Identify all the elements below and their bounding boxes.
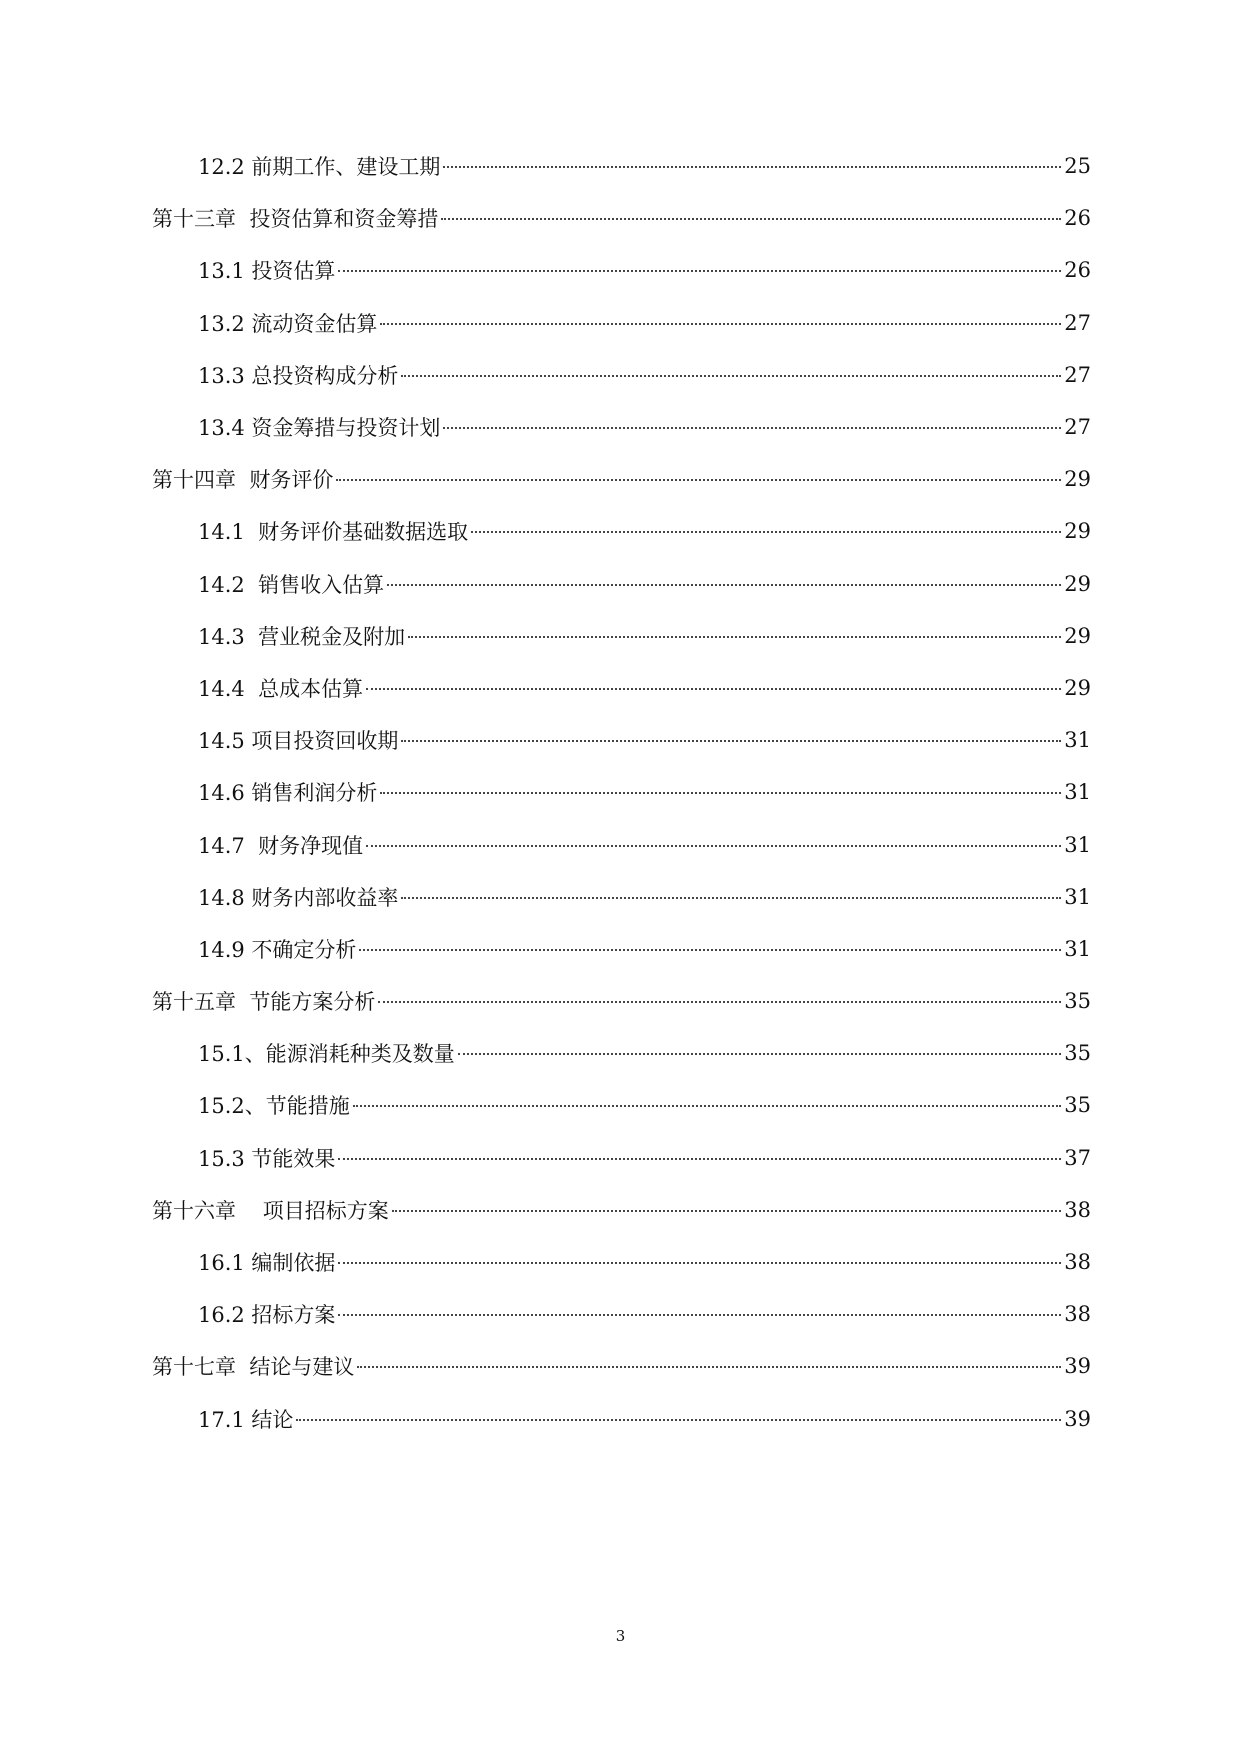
toc-entry-page-number: 38 — [1064, 1250, 1091, 1275]
page-number: 3 — [615, 1627, 626, 1645]
toc-dot-leader — [357, 1366, 1061, 1368]
toc-dot-leader — [336, 479, 1061, 481]
toc-entry-title: 15.1、能源消耗种类及数量 — [198, 1042, 455, 1067]
toc-section-entry[interactable] — [0, 1079, 1241, 1131]
toc-entry-title: 14.9 不确定分析 — [198, 937, 357, 962]
toc-section-entry[interactable] — [0, 871, 1241, 923]
toc-entry-page-number: 29 — [1064, 519, 1091, 544]
toc-dot-leader — [380, 792, 1061, 794]
toc-chapter-entry[interactable] — [0, 192, 1241, 244]
toc-entry-title: 17.1 结论 — [198, 1407, 294, 1432]
toc-entry-page-number: 27 — [1064, 362, 1091, 387]
toc-entry-title: 14.4 总成本估算 — [198, 676, 364, 701]
toc-section-entry[interactable] — [0, 349, 1241, 401]
toc-section-entry[interactable] — [0, 766, 1241, 818]
toc-entry-page-number: 39 — [1064, 1354, 1091, 1379]
toc-dot-leader — [378, 1001, 1061, 1003]
toc-dot-leader — [359, 949, 1061, 951]
toc-entry-title: 13.4 资金筹措与投资计划 — [198, 416, 441, 441]
toc-entry-title: 15.3 节能效果 — [198, 1146, 336, 1171]
toc-entry-title: 12.2 前期工作、建设工期 — [198, 155, 441, 180]
toc-entry-title: 16.2 招标方案 — [198, 1303, 336, 1328]
toc-dot-leader — [443, 166, 1061, 168]
toc-entry-page-number: 38 — [1064, 1197, 1091, 1222]
toc-dot-leader — [338, 270, 1061, 272]
toc-entry-page-number: 25 — [1064, 154, 1091, 179]
toc-entry-title: 13.1 投资估算 — [198, 259, 336, 284]
toc-entry-page-number: 31 — [1064, 728, 1091, 753]
toc-entry-title: 第十六章 项目招标方案 — [152, 1198, 389, 1223]
toc-section-entry[interactable] — [0, 1132, 1241, 1184]
toc-dot-leader — [353, 1105, 1062, 1107]
toc-entry-title: 14.6 销售利润分析 — [198, 781, 378, 806]
toc-section-entry[interactable] — [0, 610, 1241, 662]
toc-dot-leader — [380, 323, 1061, 325]
toc-dot-leader — [443, 427, 1061, 429]
toc-entry-title: 15.2、节能措施 — [198, 1094, 350, 1119]
toc-entry-page-number: 31 — [1064, 780, 1091, 805]
toc-dot-leader — [471, 531, 1061, 533]
toc-dot-leader — [401, 897, 1061, 899]
toc-section-entry[interactable] — [0, 1288, 1241, 1340]
toc-entry-title: 16.1 编制依据 — [198, 1251, 336, 1276]
toc-section-entry[interactable] — [0, 505, 1241, 557]
toc-entry-title: 第十四章 财务评价 — [152, 468, 334, 493]
toc-entry-title: 13.2 流动资金估算 — [198, 311, 378, 336]
toc-entry-page-number: 39 — [1064, 1406, 1091, 1431]
toc-entry-page-number: 31 — [1064, 936, 1091, 961]
table-of-contents — [0, 140, 1241, 1445]
toc-entry-page-number: 29 — [1064, 623, 1091, 648]
toc-entry-title: 第十七章 结论与建议 — [152, 1355, 355, 1380]
toc-section-entry[interactable] — [0, 818, 1241, 870]
toc-dot-leader — [366, 688, 1061, 690]
toc-entry-title: 第十三章 投资估算和资金筹措 — [152, 207, 439, 232]
toc-entry-title: 14.7 财务净现值 — [198, 833, 364, 858]
toc-section-entry[interactable] — [0, 662, 1241, 714]
toc-dot-leader — [338, 1262, 1061, 1264]
toc-section-entry[interactable] — [0, 1393, 1241, 1445]
toc-chapter-entry[interactable] — [0, 975, 1241, 1027]
toc-dot-leader — [338, 1158, 1061, 1160]
toc-dot-leader — [392, 1210, 1062, 1212]
toc-section-entry[interactable] — [0, 714, 1241, 766]
toc-entry-title: 第十五章 节能方案分析 — [152, 990, 376, 1015]
toc-dot-leader — [401, 375, 1061, 377]
toc-section-entry[interactable] — [0, 401, 1241, 453]
toc-chapter-entry[interactable] — [0, 1184, 1241, 1236]
toc-section-entry[interactable] — [0, 1236, 1241, 1288]
toc-entry-page-number: 29 — [1064, 675, 1091, 700]
toc-dot-leader — [408, 636, 1061, 638]
toc-entry-page-number: 31 — [1064, 832, 1091, 857]
toc-entry-title: 14.1 财务评价基础数据选取 — [198, 520, 469, 545]
toc-dot-leader — [366, 845, 1061, 847]
toc-dot-leader — [338, 1314, 1061, 1316]
toc-entry-title: 14.3 营业税金及附加 — [198, 624, 406, 649]
toc-dot-leader — [387, 584, 1061, 586]
toc-entry-page-number: 37 — [1064, 1145, 1091, 1170]
toc-entry-title: 14.2 销售收入估算 — [198, 572, 385, 597]
toc-entry-page-number: 27 — [1064, 310, 1091, 335]
toc-entry-page-number: 29 — [1064, 467, 1091, 492]
toc-dot-leader — [458, 1053, 1062, 1055]
toc-entry-page-number: 35 — [1064, 989, 1091, 1014]
toc-entry-page-number: 29 — [1064, 571, 1091, 596]
toc-entry-title: 13.3 总投资构成分析 — [198, 363, 399, 388]
toc-entry-page-number: 35 — [1064, 1041, 1091, 1066]
toc-section-entry[interactable] — [0, 1027, 1241, 1079]
toc-entry-page-number: 26 — [1064, 206, 1091, 231]
toc-chapter-entry[interactable] — [0, 453, 1241, 505]
toc-entry-page-number: 27 — [1064, 415, 1091, 440]
toc-dot-leader — [441, 218, 1061, 220]
toc-entry-title: 14.8 财务内部收益率 — [198, 885, 399, 910]
toc-section-entry[interactable] — [0, 140, 1241, 192]
toc-section-entry[interactable] — [0, 297, 1241, 349]
toc-entry-page-number: 26 — [1064, 258, 1091, 283]
toc-entry-page-number: 31 — [1064, 884, 1091, 909]
toc-entry-page-number: 38 — [1064, 1302, 1091, 1327]
toc-entry-title: 14.5 项目投资回收期 — [198, 729, 399, 754]
toc-dot-leader — [401, 740, 1061, 742]
toc-entry-page-number: 35 — [1064, 1093, 1091, 1118]
toc-section-entry[interactable] — [0, 558, 1241, 610]
toc-section-entry[interactable] — [0, 244, 1241, 296]
toc-dot-leader — [296, 1419, 1061, 1421]
toc-section-entry[interactable] — [0, 923, 1241, 975]
toc-chapter-entry[interactable] — [0, 1340, 1241, 1392]
